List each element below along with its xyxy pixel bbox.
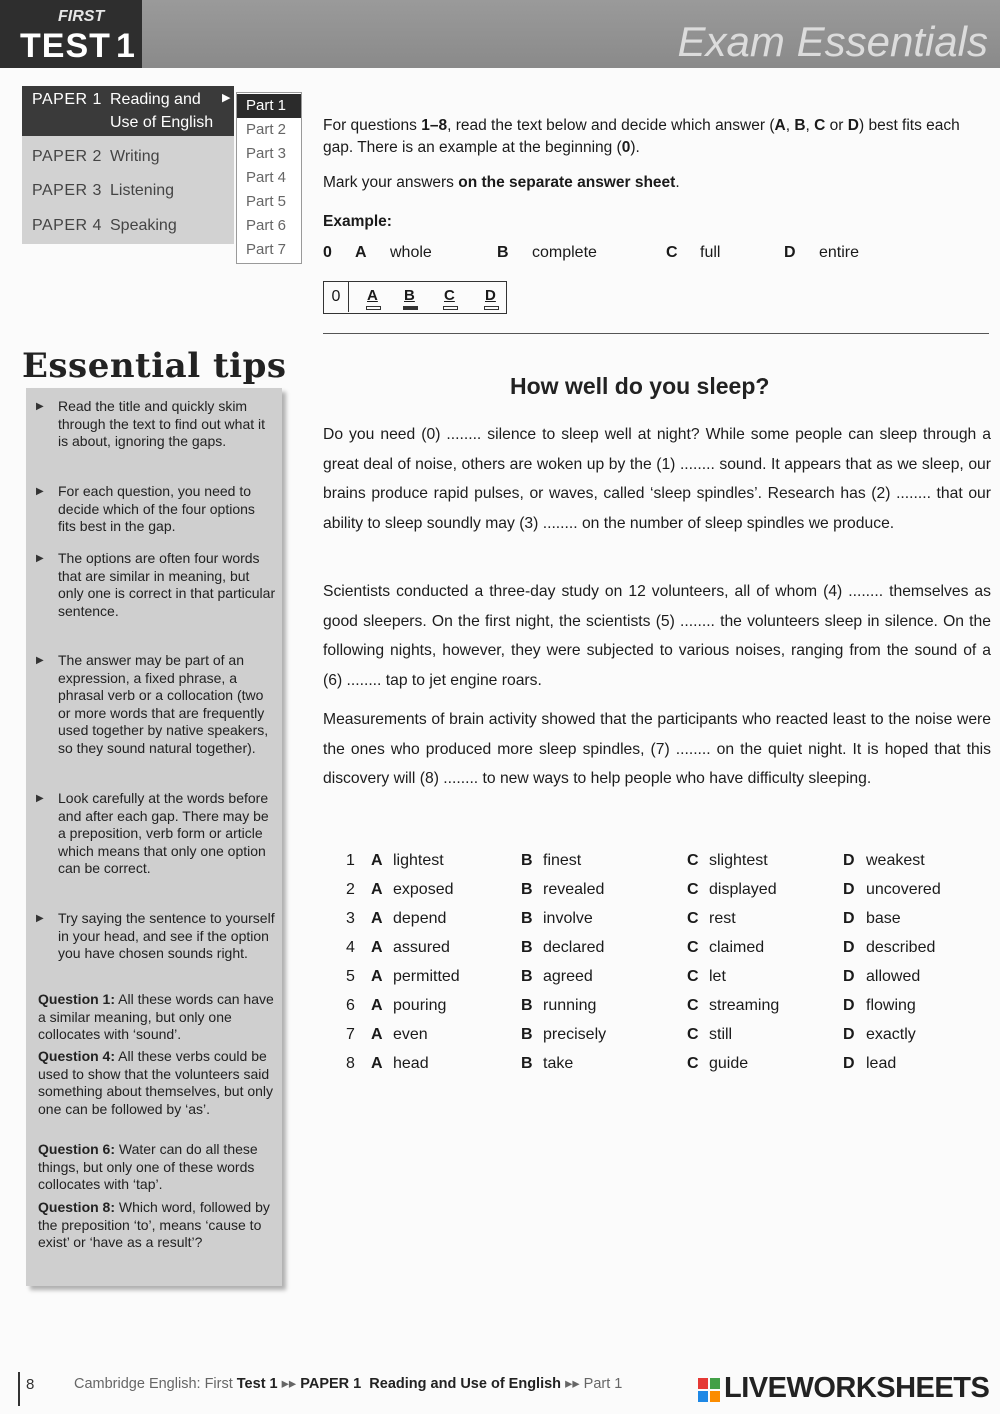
part-5-item[interactable]: Part 5 bbox=[246, 193, 287, 210]
tips-panel bbox=[26, 388, 282, 1286]
tip-item: ▶ For each question, you need to decide which of the four options fits best in the gap. bbox=[36, 483, 255, 534]
liveworksheets-logo-icon bbox=[698, 1378, 720, 1402]
option-d[interactable]: exactly bbox=[866, 1026, 916, 1043]
option-a[interactable]: assured bbox=[393, 939, 450, 956]
answer-box-letter-c: C bbox=[444, 287, 455, 304]
example-word-b: complete bbox=[532, 244, 597, 261]
example-number: 0 bbox=[323, 244, 332, 261]
question-row-2: 2 A exposed B revealed C displayed D uncovered bbox=[346, 881, 941, 898]
answer-box-letter-b: B bbox=[404, 287, 415, 304]
part-6-item[interactable]: Part 6 bbox=[246, 217, 287, 234]
example-letter-c: C bbox=[666, 244, 678, 261]
option-b[interactable]: take bbox=[543, 1055, 574, 1072]
paper-3-item[interactable]: PAPER 3 Listening bbox=[32, 182, 175, 199]
example-word-c: full bbox=[700, 244, 721, 261]
option-d[interactable]: allowed bbox=[866, 968, 921, 985]
option-d[interactable]: described bbox=[866, 939, 936, 956]
story-paragraph-1: Do you need (0) ........ silence to sleep well at night? While some people can sleep through a great deal of noise, others are woken up by the (1) ........ sound. It appears that as we sleep, our brains produce rapid pulses, or waves, called ‘sleep spindles’. Research has (2) ........ that our ability to sleep soundly may (3) ........ on the number of sleep spindles we produce. bbox=[323, 426, 991, 532]
question-note: Question 4: All these verbs could be used to show that the volunteers said something about themselves, but only one can be followed by ‘as’. bbox=[38, 1048, 274, 1117]
option-a[interactable]: lightest bbox=[393, 852, 444, 869]
option-a[interactable]: pouring bbox=[393, 997, 447, 1014]
answer-mark-b-selected[interactable] bbox=[403, 306, 418, 310]
bullet-arrow-icon: ▶ bbox=[36, 401, 44, 412]
parts-menu bbox=[236, 92, 302, 264]
story-title: How well do you sleep? bbox=[510, 373, 770, 399]
story-paragraph-2: Scientists conducted a three-day study on 12 volunteers, all of whom (4) ........ themselves as good sleepers. On the first night, the scientists (5) ........ the volunteers sleep in silence. On the following nights, however, they were subjected to various noises, ranging from the sound of a (6) ........ tap to jet engine roars. bbox=[323, 583, 991, 689]
question-row-4: 4 A assured B declared C claimed D described bbox=[346, 939, 936, 956]
question-row-6: 6 A pouring B running C streaming D flowing bbox=[346, 997, 916, 1014]
option-a[interactable]: permitted bbox=[393, 968, 460, 985]
page-number: 8 bbox=[26, 1376, 35, 1393]
option-c[interactable]: still bbox=[709, 1026, 733, 1043]
option-b[interactable]: revealed bbox=[543, 881, 605, 898]
option-c[interactable]: guide bbox=[709, 1055, 749, 1072]
example-word-d: entire bbox=[819, 244, 860, 261]
answer-mark-a[interactable] bbox=[366, 306, 381, 310]
example-word-a: whole bbox=[390, 244, 432, 261]
footer-rule bbox=[18, 1372, 20, 1406]
test-label: TEST bbox=[20, 27, 111, 65]
story-paragraph-3: Measurements of brain activity showed that the participants who reacted least to the noise were the ones who produced more sleep spindles, (7) ........ on the quiet night. It is hoped that this discovery will (8) ........ to new ways to help people who have difficulty sleeping. bbox=[323, 711, 991, 787]
bullet-arrow-icon: ▶ bbox=[36, 655, 44, 666]
option-c[interactable]: let bbox=[709, 968, 726, 985]
tip-item: ▶ Look carefully at the words before and after each gap. There may be a preposition, verb form or article which means that only one option can be correct. bbox=[36, 790, 269, 876]
option-d[interactable]: uncovered bbox=[866, 881, 941, 898]
part-7-item[interactable]: Part 7 bbox=[246, 241, 287, 258]
option-d[interactable]: weakest bbox=[866, 852, 925, 869]
question-note: Question 8: Which word, followed by the preposition ‘to’, means ‘cause to exist’ or ‘have as a result’? bbox=[38, 1199, 270, 1250]
first-label: FIRST bbox=[58, 8, 105, 25]
option-c[interactable]: streaming bbox=[709, 997, 780, 1014]
part-4-item[interactable]: Part 4 bbox=[246, 169, 287, 186]
example-letter-d: D bbox=[784, 244, 796, 261]
option-c[interactable]: displayed bbox=[709, 881, 777, 898]
question-row-1: 1 A lightest B finest C slightest D weakest bbox=[346, 852, 925, 869]
tip-item: ▶ The options are often four words that are similar in meaning, but only one is correct in that particular sentence. bbox=[36, 550, 276, 619]
option-b[interactable]: finest bbox=[543, 852, 582, 869]
example-answer-box bbox=[323, 281, 507, 314]
option-b[interactable]: agreed bbox=[543, 968, 593, 985]
test-number: 1 bbox=[116, 27, 135, 65]
instructions-text: For questions 1–8, read the text below and decide which answer (A, B, C or D) best fits each gap. There is an example at the beginning (0). bbox=[323, 117, 960, 156]
bullet-arrow-icon: ▶ bbox=[36, 553, 44, 564]
option-a[interactable]: depend bbox=[393, 910, 447, 927]
option-d[interactable]: flowing bbox=[866, 997, 916, 1014]
paper-2-item[interactable]: PAPER 2 Writing bbox=[32, 148, 160, 165]
option-c[interactable]: claimed bbox=[709, 939, 765, 956]
question-note: Question 1: All these words can have a similar meaning, but only one collocates with ‘sound’. bbox=[38, 991, 274, 1042]
tip-item: ▶ Try saying the sentence to yourself in your head, and see if the option you have chosen sounds right. bbox=[36, 910, 275, 961]
footer-breadcrumb: Cambridge English: First Test 1 ▸▸ PAPER 1 Reading and Use of English ▸▸ Part 1 bbox=[74, 1376, 623, 1392]
part-2-item[interactable]: Part 2 bbox=[246, 121, 287, 138]
example-letter-b: B bbox=[497, 244, 509, 261]
option-a[interactable]: exposed bbox=[393, 881, 454, 898]
option-c[interactable]: rest bbox=[709, 910, 736, 927]
answer-box-letter-a: A bbox=[367, 287, 378, 304]
option-b[interactable]: precisely bbox=[543, 1026, 607, 1043]
paper-4-item[interactable]: PAPER 4 Speaking bbox=[32, 217, 177, 234]
paper-1-item[interactable]: PAPER 1 Reading and Use of English ▶ bbox=[22, 86, 234, 136]
essential-tips-title: Essential tips bbox=[22, 346, 287, 386]
question-row-3: 3 A depend B involve C rest D base bbox=[346, 910, 901, 927]
option-a[interactable]: head bbox=[393, 1055, 429, 1072]
option-c[interactable]: slightest bbox=[709, 852, 768, 869]
bullet-arrow-icon: ▶ bbox=[36, 486, 44, 497]
option-b[interactable]: declared bbox=[543, 939, 605, 956]
option-d[interactable]: base bbox=[866, 910, 901, 927]
bullet-arrow-icon: ▶ bbox=[36, 913, 44, 924]
question-row-5: 5 A permitted B agreed C let D allowed bbox=[346, 968, 921, 985]
part-1-item[interactable]: Part 1 bbox=[237, 94, 301, 118]
bullet-arrow-icon: ▶ bbox=[36, 793, 44, 804]
example-label: Example: bbox=[323, 213, 392, 230]
play-arrow-icon: ▶ bbox=[222, 92, 231, 104]
test-label-block bbox=[0, 0, 142, 68]
mark-answers-text: Mark your answers on the separate answer sheet. bbox=[323, 174, 680, 191]
answer-mark-c[interactable] bbox=[443, 306, 458, 310]
question-row-8: 8 A head B take C guide D lead bbox=[346, 1055, 897, 1072]
paper-nav bbox=[22, 86, 234, 244]
part-3-item[interactable]: Part 3 bbox=[246, 145, 287, 162]
option-b[interactable]: running bbox=[543, 997, 597, 1014]
answer-box-letter-d: D bbox=[485, 287, 496, 304]
example-letter-a: A bbox=[355, 244, 367, 261]
tip-item: ▶ The answer may be part of an expression, a fixed phrase, a phrasal verb or a collocation (two or more words that are frequently used together by native speakers, so they sound natural together). bbox=[36, 652, 269, 756]
liveworksheets-brand[interactable]: LIVEWORKSHEETS bbox=[724, 1372, 990, 1404]
exam-essentials-title: Exam Essentials bbox=[677, 18, 988, 65]
divider bbox=[323, 333, 989, 334]
answer-box-number: 0 bbox=[324, 282, 349, 312]
question-row-7: 7 A even B precisely C still D exactly bbox=[346, 1026, 916, 1043]
option-b[interactable]: involve bbox=[543, 910, 593, 927]
answer-mark-d[interactable] bbox=[484, 306, 499, 310]
option-d[interactable]: lead bbox=[866, 1055, 897, 1072]
option-a[interactable]: even bbox=[393, 1026, 428, 1043]
tip-item: ▶ Read the title and quickly skim through the text to find out what it is about, ignoring the gaps. bbox=[36, 398, 266, 449]
question-note: Question 6: Water can do all these things, but only one of these words collocates with ‘tap’. bbox=[38, 1141, 258, 1192]
